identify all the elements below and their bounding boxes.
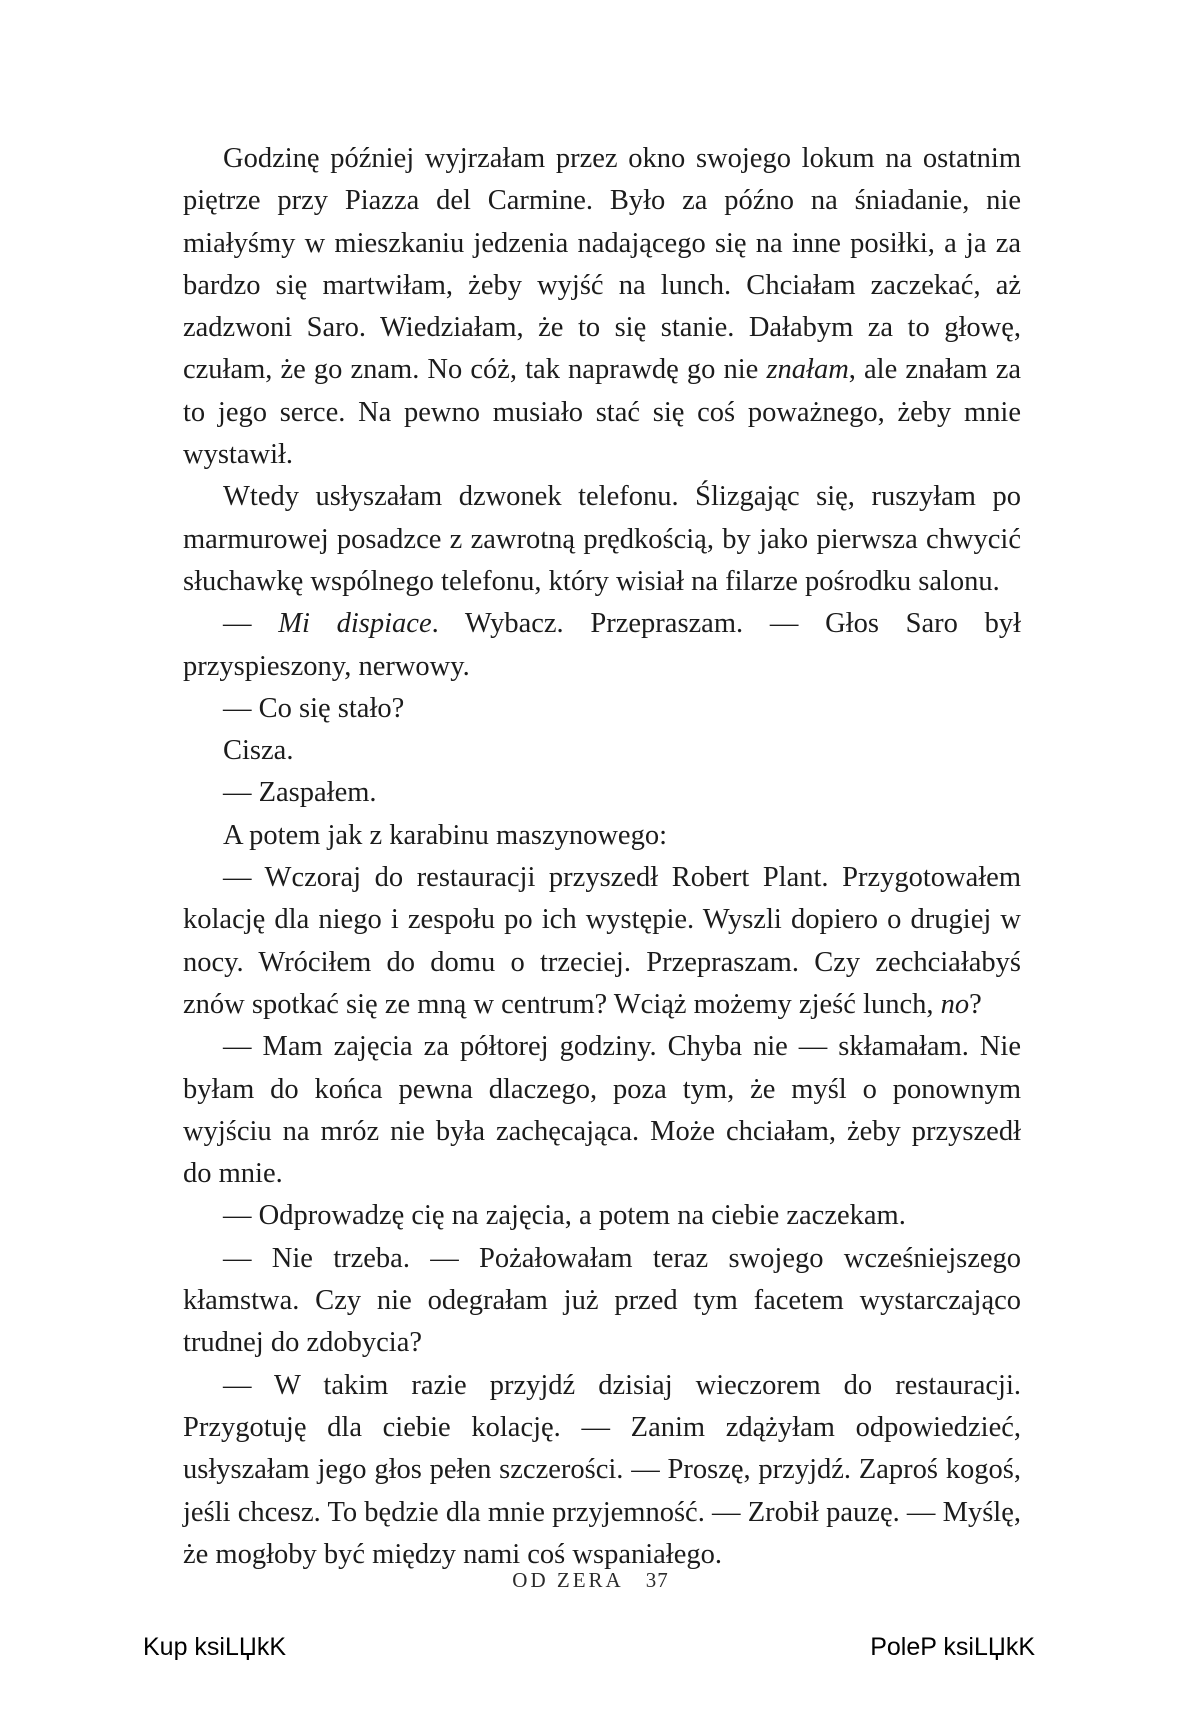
text-run: — Zaspałem. — [223, 777, 377, 809]
paragraph — [183, 857, 1021, 1026]
text-run: — W takim razie przyjdź dzisiaj wieczorem do restauracji. Przygotuję dla ciebie kolację. — Zanim zdążyłam odpowiedzieć, usłyszałam jego głos pełen szczerości. — Proszę, przyjdź. Zaproś kogoś, jeśli chcesz. To będzie dla mnie przyjemność. — Zrobił pauzę. — Myślę, że mogłoby być między nami coś wspaniałego. — [183, 1369, 1021, 1570]
paragraph — [183, 1195, 1021, 1237]
text-run: — Odprowadzę cię na zajęcia, a potem na ciebie zaczekam. — [223, 1200, 906, 1232]
text-run: Cisza. — [223, 735, 294, 767]
paragraph — [183, 138, 1021, 476]
recommend-book-link[interactable]: PoleP ksiLЏkK — [870, 1633, 1035, 1661]
book-title: OD ZERA — [512, 1568, 624, 1592]
running-footer — [0, 1568, 1181, 1593]
text-run: ? — [969, 988, 982, 1020]
buy-book-link[interactable]: Kup ksiLЏkK — [143, 1633, 287, 1661]
paragraph — [183, 688, 1021, 730]
body-text — [183, 138, 1021, 1576]
text-run: — Mam zajęcia za półtorej godziny. Chyba nie — skłamałam. Nie byłam do końca pewna dlaczego, poza tym, że myśl o ponownym wyjściu na mróz nie była zachęcająca. Może chciałam, żeby przyszedł do mnie. — [183, 1031, 1021, 1190]
text-run: . Wybacz. Przepraszam. — Głos Saro był przyspieszony, nerwowy. — [183, 608, 1022, 682]
paragraph — [183, 730, 1021, 772]
page-number: 37 — [645, 1568, 669, 1592]
italic-text: Mi dispiace — [278, 608, 432, 640]
paragraph — [183, 476, 1021, 603]
paragraph — [183, 772, 1021, 814]
text-run: A potem jak z karabinu maszynowego: — [223, 819, 668, 851]
paragraph — [183, 1365, 1021, 1576]
paragraph — [183, 1238, 1021, 1365]
text-run: — — [223, 608, 279, 640]
text-run: — Wczoraj do restauracji przyszedł Robert Plant. Przygotowałem kolację dla niego i zespołu po ich występie. Wyszli dopiero o drugiej w nocy. Wróciłem do domu o trzeciej. Przepraszam. Czy zechciałabyś znów spotkać się ze mną w centrum? Wciąż możemy zjeść lunch, — [183, 862, 1021, 1020]
italic-text: no — [940, 988, 970, 1020]
text-run: — Co się stało? — [223, 692, 405, 724]
paragraph — [183, 1026, 1021, 1195]
paragraph — [183, 815, 1021, 857]
italic-text: znałam — [766, 354, 849, 386]
text-run: Wtedy usłyszałam dzwonek telefonu. Ślizgając się, ruszyłam po marmurowej posadzce z zawrotną prędkością, by jako pierwsza chwycić słuchawkę wspólnego telefonu, który wisiał na filarze pośrodku salonu. — [183, 481, 1021, 597]
text-run: — Nie trzeba. — Pożałowałam teraz swojego wcześniejszego kłamstwa. Czy nie odegrałam już przed tym facetem wystarczająco trudnej do zdobycia? — [183, 1242, 1021, 1359]
text-run: Godzinę później wyjrzałam przez okno swojego lokum na ostatnim piętrze przy Piazza del Carmine. Było za późno na śniadanie, nie miałyśmy w mieszkaniu jedzenia nadającego się na inne posiłki, a ja za bardzo się martwiłam, żeby wyjść na lunch. Chciałam zaczekać, aż zadzwoni Saro. Wiedziałam, że to się stanie. Dałabym za to głowę, czułam, że go znam. No cóż, tak naprawdę go nie — [183, 143, 1021, 386]
paragraph — [183, 603, 1021, 688]
text-run: , ale znałam za to jego serce. Na pewno musiało stać się coś poważnego, żeby mnie wystawił. — [183, 354, 1021, 471]
